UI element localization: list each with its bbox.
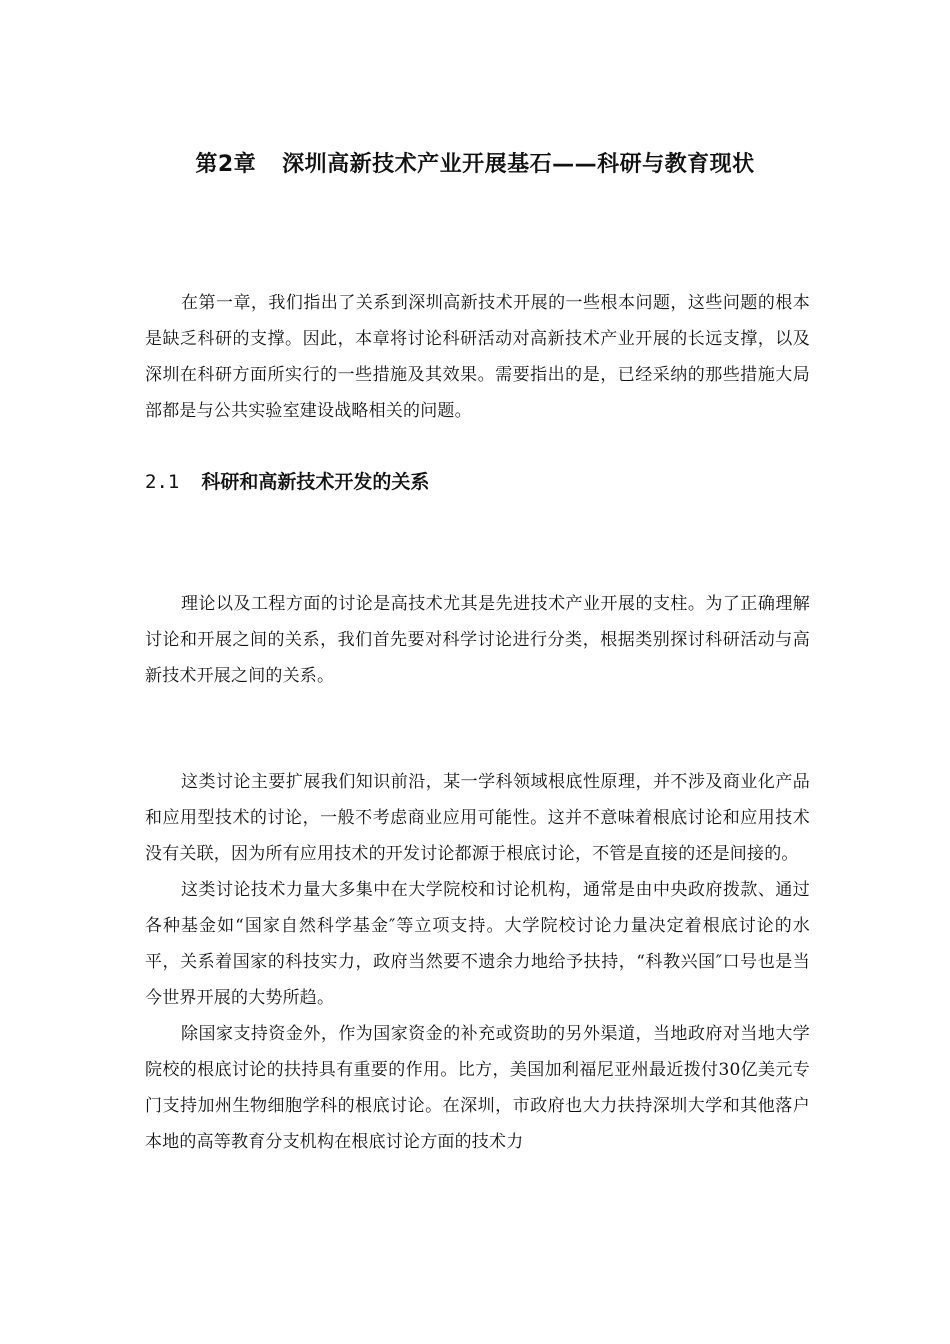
chapter-title-text: 深圳高新技术产业开展基石——科研与教育现状 [282, 151, 755, 177]
body-paragraph: 这类讨论主要扩展我们知识前沿，某一学科领域根底性原理，并不涉及商业化产品和应用型技术的讨论，一般不考虑商业应用可能性。这并不意味着根底讨论和应用技术没有关联，因为所有应用技术的开发讨论都源于根底讨论，不管是直接的还是间接的。 [145, 772, 810, 864]
body-paragraph: 这类讨论技术力量大多集中在大学院校和讨论机构，通常是由中央政府拨款、通过各种基金如“国家自然科学基金″等立项支持。大学院校讨论力量决定着根底讨论的水平，关系着国家的科技实力，政府当然要不遗余力地给予扶持，“科教兴国″口号也是当今世界开展的大势所趋。 [145, 880, 810, 1008]
body-paragraph: 除国家支持资金外，作为国家资金的补充或资助的另外渠道，当地政府对当地大学院校的根底讨论的扶持具有重要的作用。比方，美国加利福尼亚州最近拨付30亿美元专门支持加州生物细胞学科的根底讨论。在深圳，市政府也大力扶持深圳大学和其他落户本地的高等教育分支机构在根底讨论方面的技术力 [145, 1024, 810, 1152]
section-paragraph: 理论以及工程方面的讨论是高技术尤其是先进技术产业开展的支柱。为了正确理解讨论和开展之间的关系，我们首先要对科学讨论进行分类，根据类别探讨科研活动与高新技术开展之间的关系。 [145, 594, 810, 686]
section-intro [145, 586, 810, 694]
intro-section [145, 285, 810, 429]
chapter-number: 第2章 [195, 151, 257, 177]
section-heading [145, 465, 810, 499]
chapter-title [0, 148, 950, 182]
intro-paragraph: 在第一章，我们指出了关系到深圳高新技术开展的一些根本问题，这些问题的根本是缺乏科研的支撑。因此，本章将讨论科研活动对高新技术产业开展的长远支撑，以及深圳在科研方面所实行的一些措施及其效果。需要指出的是，已经采纳的那些措施大局部都是与公共实验室建设战略相关的问题。 [145, 293, 810, 421]
body-section [145, 764, 810, 1160]
section-number: 2.1 [145, 470, 180, 493]
section-title: 科研和高新技术开发的关系 [201, 470, 430, 493]
